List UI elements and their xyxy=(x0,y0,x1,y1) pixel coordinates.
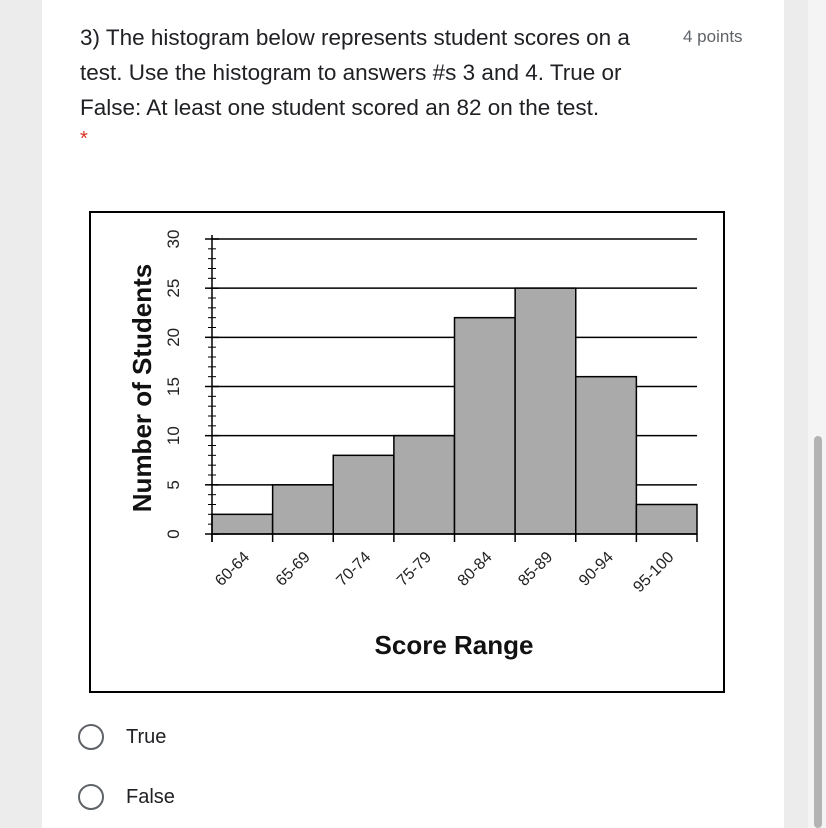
histogram-image xyxy=(89,211,725,693)
y-tick-label-5: 5 xyxy=(164,480,183,490)
bar-95-100 xyxy=(636,505,697,535)
required-asterisk: * xyxy=(80,128,88,150)
x-tick-label-85-89: 85-89 xyxy=(515,548,557,590)
bar-60-64 xyxy=(212,514,273,534)
x-tick-label-65-69: 65-69 xyxy=(272,548,314,590)
y-tick-label-15: 15 xyxy=(164,377,183,396)
bar-90-94 xyxy=(576,377,637,534)
bar-80-84 xyxy=(455,318,516,534)
x-tick-label-75-79: 75-79 xyxy=(394,548,436,590)
bar-85-89 xyxy=(515,288,576,534)
radio-true[interactable] xyxy=(78,724,104,750)
y-axis-title: Number of Students xyxy=(127,263,157,513)
x-tick-label-95-100: 95-100 xyxy=(630,548,678,597)
x-axis-title: Score Range xyxy=(374,630,534,660)
question-text: 3) The histogram below represents student scores on a test. Use the histogram to answers #s 3 and 4. True or False: At least one student scored an 82 on the test. xyxy=(80,25,630,120)
option-label-true: True xyxy=(126,725,167,748)
x-tick-label-70-74: 70-74 xyxy=(333,548,375,590)
y-tick-label-10: 10 xyxy=(164,426,183,446)
bar-75-79 xyxy=(394,436,455,534)
bar-65-69 xyxy=(273,485,334,534)
y-tick-label-25: 25 xyxy=(164,278,183,298)
bar-70-74 xyxy=(333,455,394,534)
option-true[interactable] xyxy=(78,722,166,752)
y-tick-label-20: 20 xyxy=(164,327,183,347)
points-label: 4 points xyxy=(683,27,743,46)
y-tick-label-0: 0 xyxy=(164,529,183,539)
scrollbar-thumb[interactable] xyxy=(814,436,822,828)
y-tick-label-30: 30 xyxy=(164,229,183,249)
histogram-chart xyxy=(91,213,723,691)
x-tick-label-90-94: 90-94 xyxy=(575,548,617,590)
x-tick-label-80-84: 80-84 xyxy=(454,548,496,590)
option-false[interactable] xyxy=(78,782,175,812)
radio-false[interactable] xyxy=(78,784,104,810)
option-label-false: False xyxy=(126,785,175,808)
x-tick-label-60-64: 60-64 xyxy=(212,548,254,590)
